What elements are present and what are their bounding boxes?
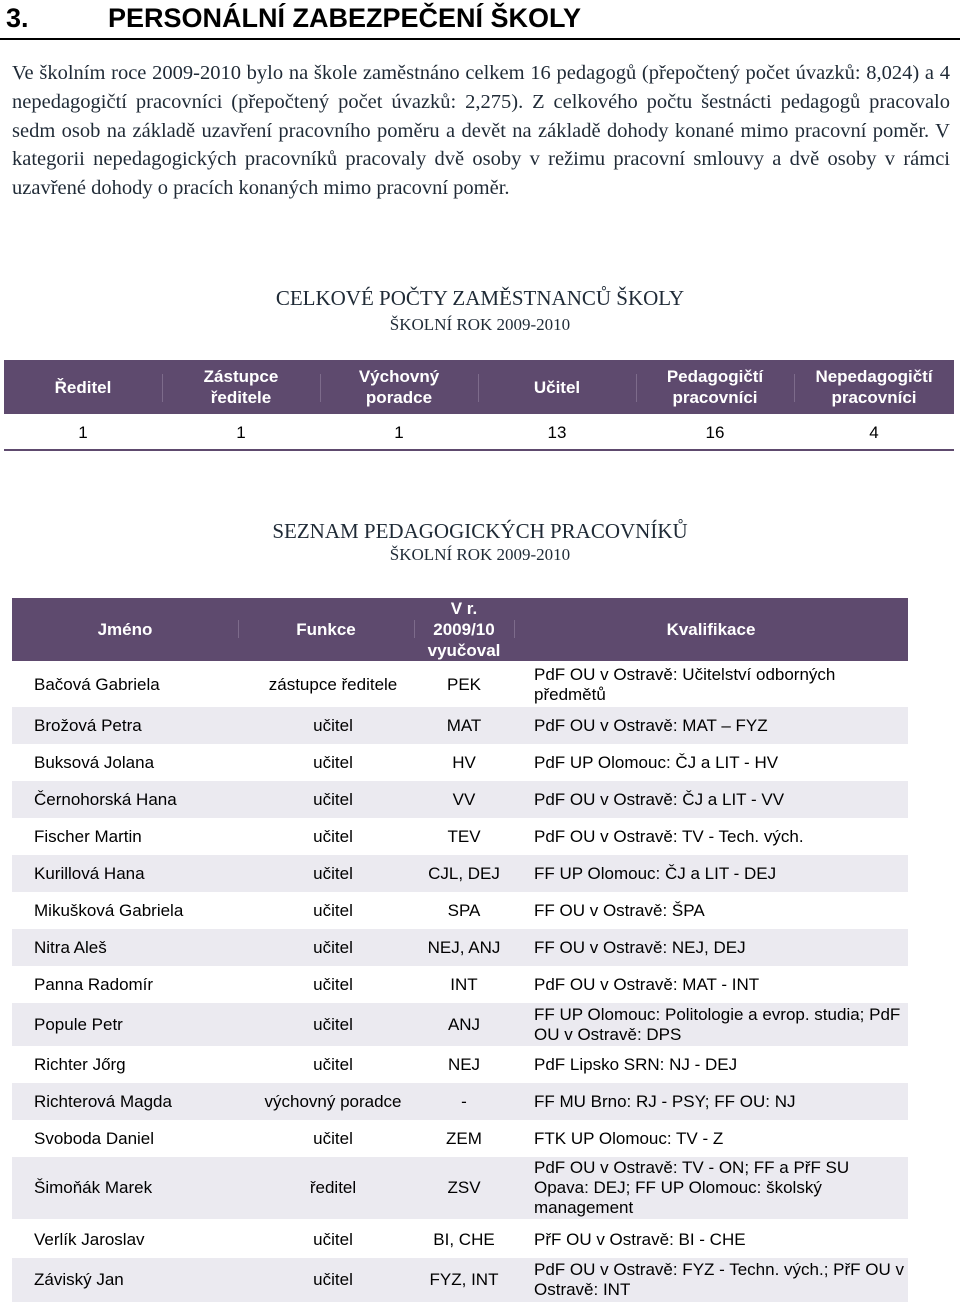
staff-function: učitel bbox=[313, 900, 353, 920]
intro-paragraph: Ve školním roce 2009-2010 bylo na škole zaměstnáno celkem 16 pedagogů (přepočtený počet úvazků: 8,024) a 4 nepedagogičtí pracovníci (přepočtený počet úvazků: 2,275). Z celkového počtu šestnácti pedagogů pracovalo sedm osob na základě uzavření pracovního poměru a devět na základě dohody konané mimo pracovní poměr. V kategorii nepedagogických pracovníků pracovaly dvě osoby v režimu pracovní smlouvy a dvě osoby v rámci uzavřené dohody o pracích konaných mimo pracovní poměr. bbox=[12, 62, 950, 200]
counts-bottom-rule bbox=[4, 449, 954, 451]
staff-function: učitel bbox=[313, 1054, 353, 1074]
staff-subject: ZEM bbox=[446, 1128, 482, 1148]
counts-value-cell: 1 bbox=[78, 423, 88, 442]
counts-value-cell: 4 bbox=[869, 423, 879, 442]
staff-function: učitel bbox=[313, 1270, 353, 1289]
staff-qualification: PdF Lipsko SRN: NJ - DEJ bbox=[534, 1054, 738, 1074]
column-divider bbox=[794, 374, 795, 402]
staff-qualification: PdF OU v Ostravě: MAT - INT bbox=[534, 974, 760, 994]
staff-subject: ZSV bbox=[447, 1178, 481, 1197]
table-row bbox=[12, 855, 908, 892]
staff-qualification: FF MU Brno: RJ - PSY; FF OU: NJ bbox=[534, 1091, 796, 1111]
counts-value-cell: 1 bbox=[236, 423, 246, 442]
staff-qualification: PdF OU v Ostravě: TV - Tech. vých. bbox=[534, 826, 804, 846]
staff-subject: SPA bbox=[447, 900, 481, 920]
staff-name: Richterová Magda bbox=[34, 1091, 172, 1111]
column-divider bbox=[514, 620, 515, 638]
staff-function: učitel bbox=[313, 715, 353, 735]
table-row bbox=[12, 1157, 908, 1219]
column-divider bbox=[478, 374, 479, 402]
staff-name: Bačová Gabriela bbox=[34, 675, 160, 694]
staff-name: Richter Jőrg bbox=[34, 1054, 126, 1074]
staff-subject: INT bbox=[450, 974, 478, 994]
staff-name: Panna Radomír bbox=[34, 974, 154, 994]
column-divider bbox=[162, 374, 163, 402]
staff-name: Šimoňák Marek bbox=[34, 1178, 153, 1197]
staff-function: učitel bbox=[313, 863, 353, 883]
staff-qualification: FF OU v Ostravě: NEJ, DEJ bbox=[534, 937, 746, 957]
counts-value-cell: 1 bbox=[394, 423, 404, 442]
staff-subject: ANJ bbox=[447, 1014, 481, 1034]
staff-qualification: PdF UP Olomouc: ČJ a LIT - HV bbox=[534, 752, 779, 772]
table-row bbox=[12, 892, 908, 929]
counts-header-row bbox=[4, 360, 954, 414]
table-row bbox=[12, 818, 908, 855]
staff-qualification: FTK UP Olomouc: TV - Z bbox=[534, 1128, 724, 1148]
staff-function: učitel bbox=[313, 937, 353, 957]
staff-subject: - bbox=[461, 1091, 467, 1111]
staff-name: Verlík Jaroslav bbox=[34, 1229, 145, 1249]
staff-function: učitel bbox=[313, 974, 353, 994]
header-qualification: Kvalifikace bbox=[666, 620, 756, 639]
staff-name: Fischer Martin bbox=[34, 826, 142, 846]
header-subject: V r. 2009/10 vyučoval bbox=[427, 599, 501, 660]
staff-function: učitel bbox=[313, 826, 353, 846]
counts-header-cell: Učitel bbox=[533, 377, 581, 397]
heading-rule bbox=[0, 38, 960, 40]
staff-subject: NEJ bbox=[447, 1054, 481, 1074]
counts-header-cell: Výchovný poradce bbox=[358, 367, 440, 407]
counts-title: CELKOVÉ POČTY ZAMĚSTNANCŮ ŠKOLY bbox=[275, 286, 685, 310]
section-number: 3. bbox=[6, 3, 29, 33]
staff-subtitle: ŠKOLNÍ ROK 2009-2010 bbox=[389, 545, 571, 564]
staff-name: Popule Petr bbox=[34, 1014, 123, 1034]
staff-function: učitel bbox=[313, 789, 353, 809]
column-divider bbox=[636, 374, 637, 402]
staff-name: Buksová Jolana bbox=[34, 752, 155, 772]
staff-qualification: PřF OU v Ostravě: BI - CHE bbox=[534, 1229, 746, 1249]
section-heading bbox=[0, 0, 960, 40]
staff-function: zástupce ředitele bbox=[268, 675, 398, 694]
table-row bbox=[12, 1120, 908, 1157]
table-row bbox=[12, 1046, 908, 1083]
staff-name: Kurillová Hana bbox=[34, 863, 145, 883]
counts-subtitle: ŠKOLNÍ ROK 2009-2010 bbox=[389, 315, 571, 334]
staff-function: učitel bbox=[313, 1014, 353, 1034]
staff-subject: BI, CHE bbox=[433, 1229, 495, 1249]
counts-header-cell: Pedagogičtí pracovníci bbox=[666, 367, 764, 407]
staff-subject: PEK bbox=[446, 675, 482, 694]
staff-subject: HV bbox=[452, 752, 476, 772]
counts-value-cell: 13 bbox=[547, 423, 567, 442]
staff-header-row bbox=[12, 598, 908, 661]
table-row bbox=[12, 1258, 908, 1302]
staff-function: učitel bbox=[313, 1229, 353, 1249]
column-divider bbox=[414, 620, 415, 638]
staff-qualification: PdF OU v Ostravě: FYZ - Techn. vých.; PřF OU v Ostravě: INT bbox=[534, 1260, 904, 1299]
staff-name: Černohorská Hana bbox=[34, 789, 177, 809]
staff-title: SEZNAM PEDAGOGICKÝCH PRACOVNÍKŮ bbox=[272, 519, 688, 543]
staff-subject: NEJ, ANJ bbox=[427, 937, 501, 957]
column-divider bbox=[238, 620, 239, 638]
staff-subject: VV bbox=[452, 789, 476, 809]
staff-function: učitel bbox=[313, 752, 353, 772]
staff-function: učitel bbox=[313, 1128, 353, 1148]
table-row bbox=[12, 662, 908, 708]
staff-qualification: PdF OU v Ostravě: ČJ a LIT - VV bbox=[534, 789, 785, 809]
table-row bbox=[12, 781, 908, 818]
staff-qualification: FF UP Olomouc: Politologie a evrop. studia; PdF OU v Ostravě: DPS bbox=[534, 1004, 901, 1044]
header-function: Funkce bbox=[296, 620, 356, 639]
staff-name: Nitra Aleš bbox=[34, 937, 107, 957]
table-row bbox=[12, 707, 908, 744]
staff-subject: CJL, DEJ bbox=[428, 863, 500, 883]
header-name: Jméno bbox=[97, 620, 153, 639]
counts-header-cell: Zástupce ředitele bbox=[203, 367, 279, 407]
table-row bbox=[12, 744, 908, 781]
staff-name: Brožová Petra bbox=[34, 715, 142, 735]
staff-qualification: FF UP Olomouc: ČJ a LIT - DEJ bbox=[534, 863, 777, 883]
staff-qualification: PdF OU v Ostravě: Učitelství odborných předmětů bbox=[534, 665, 836, 704]
staff-subject: TEV bbox=[447, 826, 481, 846]
counts-header-cell: Ředitel bbox=[54, 377, 112, 397]
table-row bbox=[12, 966, 908, 1003]
section-title: PERSONÁLNÍ ZABEZPEČENÍ ŠKOLY bbox=[108, 3, 582, 33]
column-divider bbox=[320, 374, 321, 402]
staff-function: ředitel bbox=[309, 1178, 357, 1197]
table-row bbox=[12, 1083, 908, 1120]
staff-function: výchovný poradce bbox=[264, 1091, 402, 1111]
staff-qualification: PdF OU v Ostravě: MAT – FYZ bbox=[534, 715, 768, 735]
counts-value-row bbox=[4, 420, 954, 446]
table-row bbox=[12, 1221, 908, 1258]
counts-value-cell: 16 bbox=[705, 423, 725, 442]
staff-qualification: PdF OU v Ostravě: TV - ON; FF a PřF SU Opava: DEJ; FF UP Olomouc: školský management bbox=[534, 1158, 850, 1217]
staff-name: Svoboda Daniel bbox=[34, 1128, 155, 1148]
staff-subject: MAT bbox=[446, 715, 482, 735]
staff-qualification: FF OU v Ostravě: ŠPA bbox=[534, 900, 705, 920]
table-row bbox=[12, 929, 908, 966]
staff-name: Mikušková Gabriela bbox=[34, 900, 184, 920]
staff-name: Záviský Jan bbox=[34, 1270, 124, 1289]
staff-subject: FYZ, INT bbox=[429, 1270, 499, 1289]
table-row bbox=[12, 1003, 908, 1046]
counts-header-cell: Nepedagogičtí pracovníci bbox=[815, 367, 933, 407]
